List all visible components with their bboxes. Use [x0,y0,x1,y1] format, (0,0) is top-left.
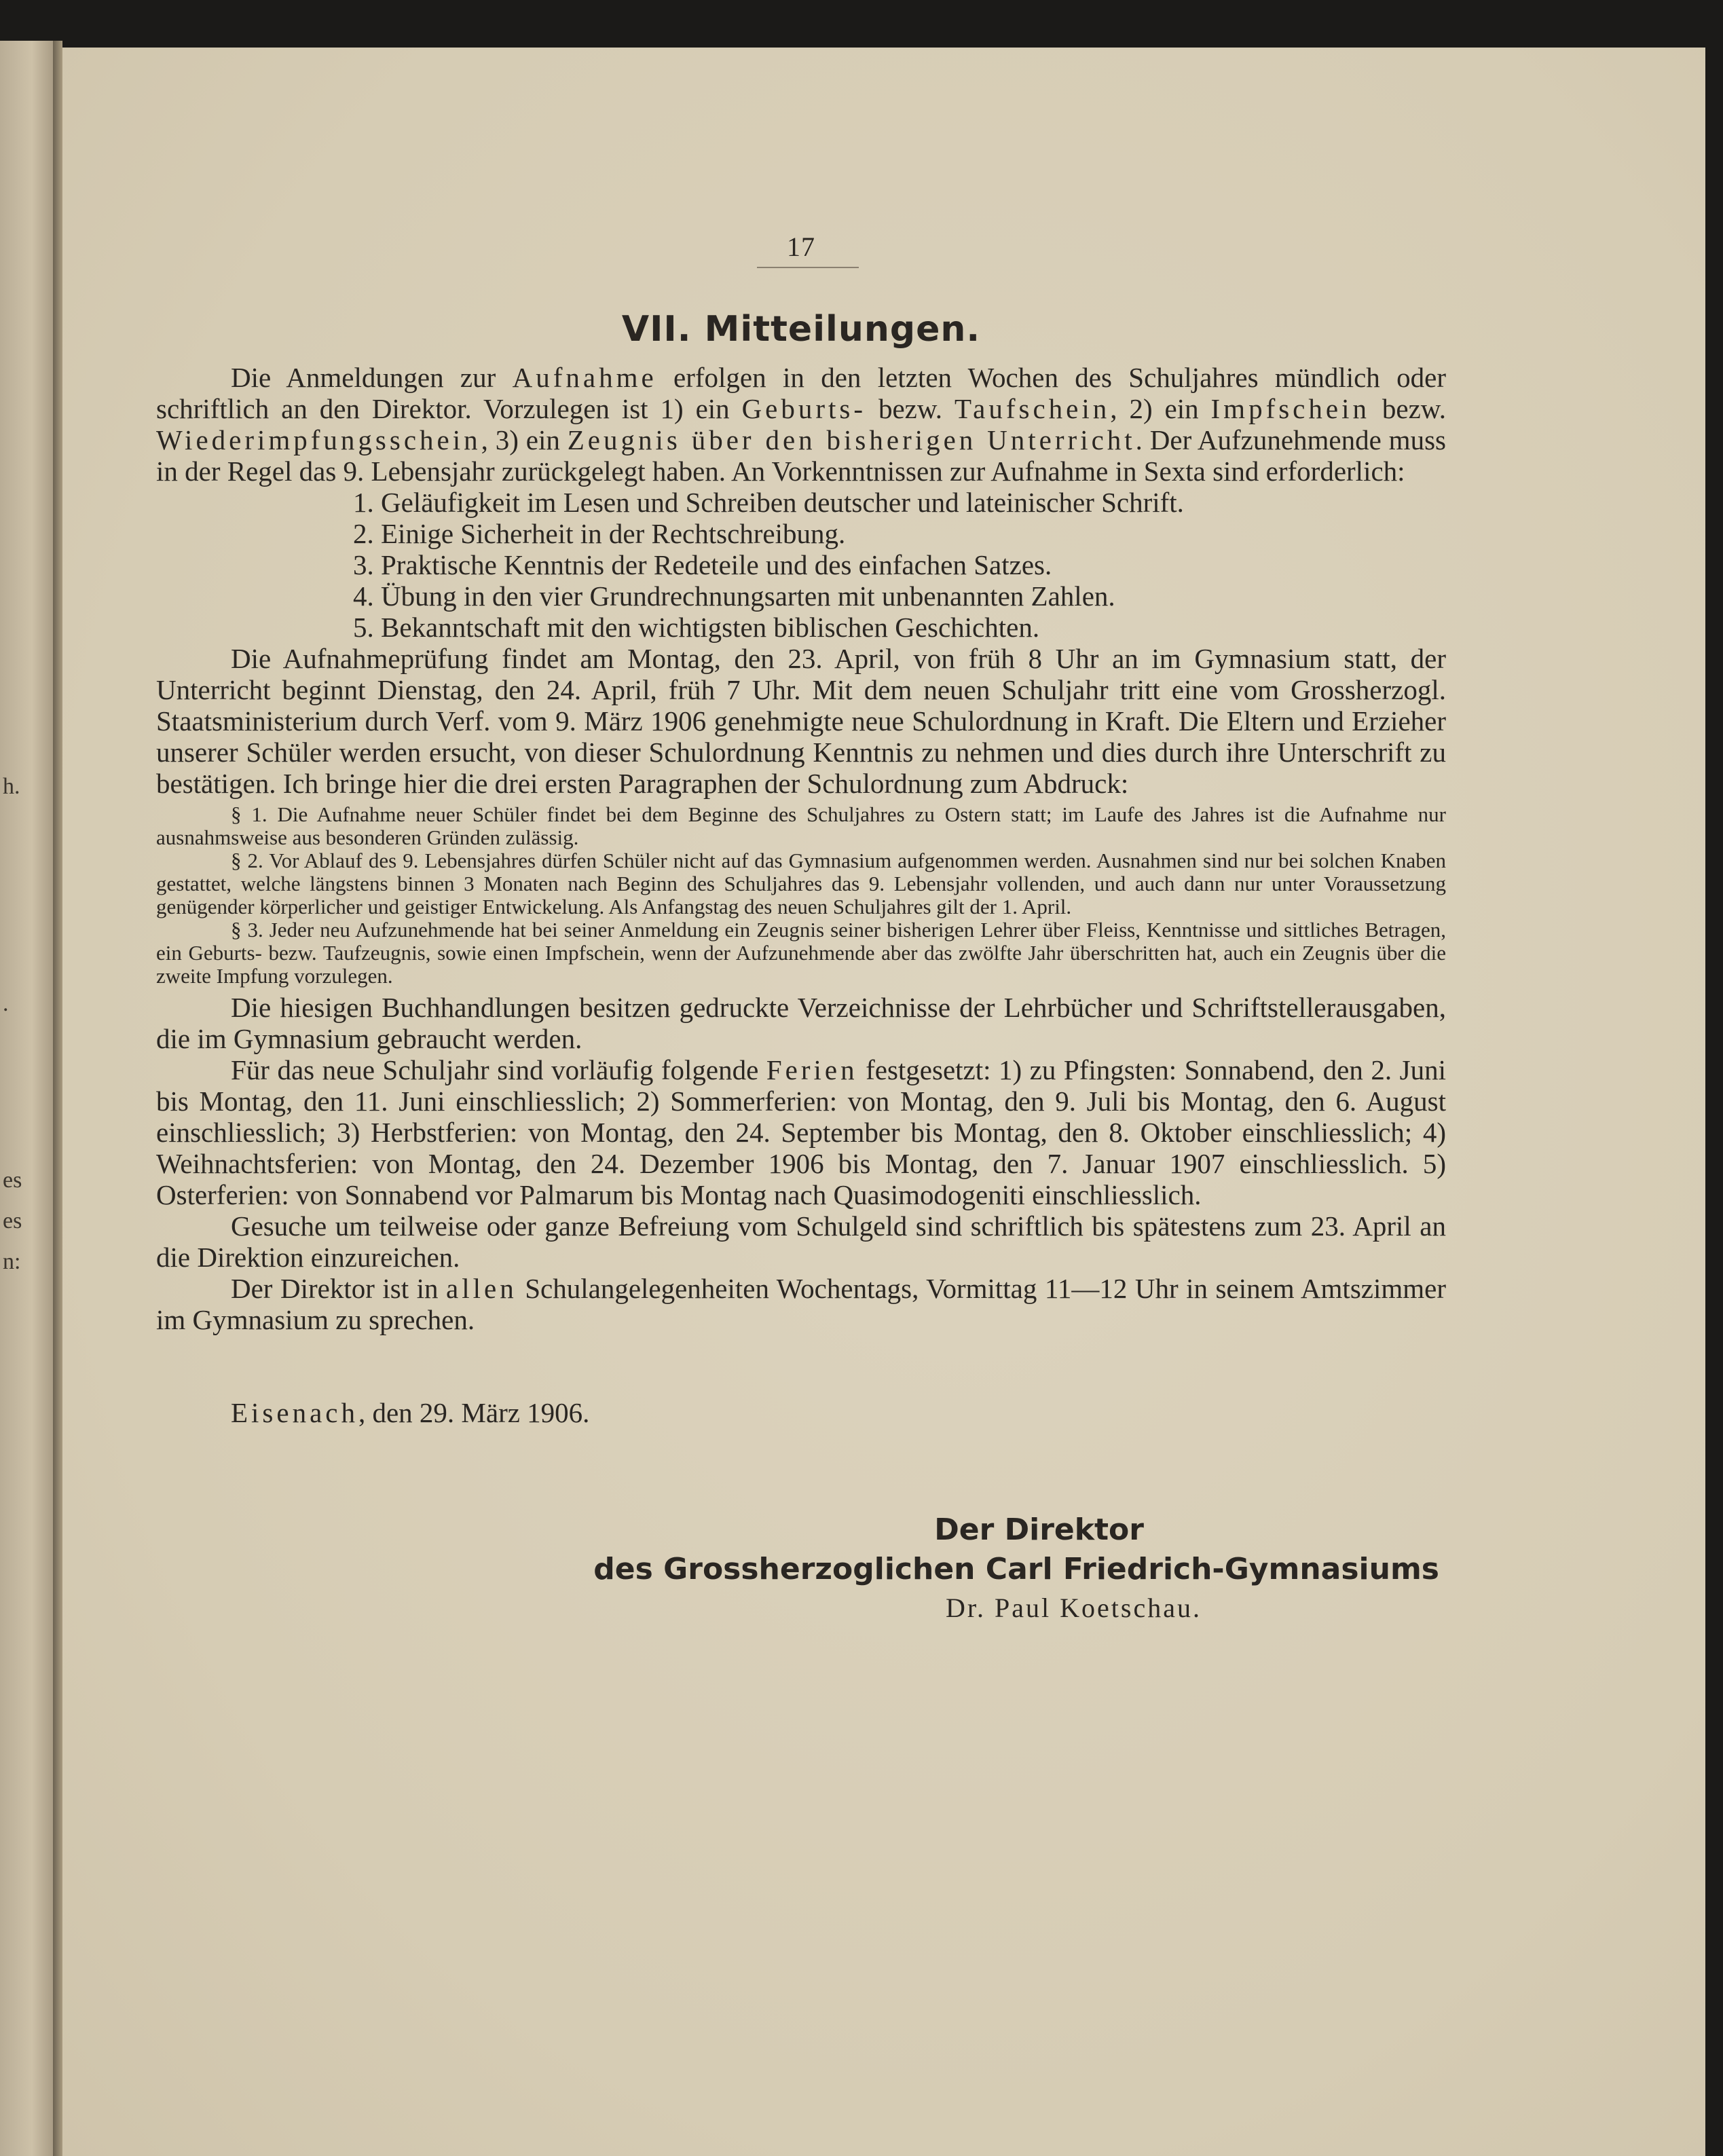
list-item: 5. Bekanntschaft mit den wichtigsten biblischen Geschichten. [353,612,1040,643]
rule-paragraph: § 3. Jeder neu Aufzunehmende hat bei seiner Anmeldung ein Zeugnis seiner bisherigen Lehrer über Fleiss, Kenntnisse und sittliches Betragen, ein Geburts- bezw. Taufzeugnis, sowie einen Impfschein, wenn der Aufzunehmende aber das zwölfte Jahr überschritten hat, auch ein Zeugnis über die zweite Impfung vorzulegen. [156,918,1446,988]
fee-paragraph: Gesuche um teilweise oder ganze Befreiung vom Schulgeld sind schriftlich bis spätestens zum 23. April an die Direktion einzureichen. [156,1210,1446,1273]
document-page [62,48,1705,2156]
text-run: . Der Aufzunehmende muss in der Regel das 9. Lebensjahr zurückgelegt haben. An Vorkenntnissen zur Aufnahme in Sexta sind erforderlich: [156,424,1446,487]
text-run: bezw. [866,393,955,424]
text-run: Taufschein [954,393,1111,424]
text-run: , 2) ein [1110,393,1211,424]
books-paragraph: Die hiesigen Buchhandlungen besitzen gedruckte Verzeichnisse der Lehrbücher und Schriftstellerausgaben, die im Gymnasium gebraucht werden. [156,992,1446,1054]
list-item: 4. Übung in den vier Grundrechnungsarten mit unbenannten Zahlen. [353,580,1115,612]
page-number: 17 [787,231,815,262]
text-run: allen [446,1273,517,1304]
text-run: Geburts- [741,393,867,424]
place-name: Eisenach [231,1397,358,1428]
text-run: Die Anmeldungen zur [231,362,513,393]
text-run: festgesetzt: 1) zu Pfingsten: Sonnabend, den 2. Juni bis Montag, den 11. Juni einschliesslich; 2) Sommerferien: von Montag, den 9. Juli bis Montag, den 6. August einschliesslich; 3) Herbstferien: von Montag, den 24. September bis Montag, den 8. Oktober einschliesslich; 4) Weihnachtsferien: von Montag, den 24. Dezember 1906 bis Montag, den 7. Januar 1907 einschliesslich. 5) Osterferien: von Sonnabend vor Palmarum bis Montag nach Quasimodogeniti einschliesslich. [156,1054,1446,1210]
text-run: Schulangelegenheiten Wochentags, Vormittag 11—12 Uhr in seinem Amtszimmer im Gymnasium zu sprechen. [156,1273,1446,1335]
page-content [156,231,1446,1627]
text-run: , 3) ein [481,424,568,456]
left-margin-fragment: es [3,1208,22,1233]
left-margin-fragment: . [3,991,9,1016]
text-run: bezw. [1369,393,1446,424]
text-run: erfolgen in den letzten Wochen des Schuljahres mündlich oder schriftlich an den Direktor. Vorzulegen ist 1) ein [156,362,1446,424]
text-run: Ferien [766,1054,858,1085]
section-heading: VII. Mitteilungen. [621,309,981,350]
office-hours-paragraph [156,1273,1446,1335]
signature-name: Dr. Paul Koetschau. [946,1593,1202,1623]
left-margin-fragment: h. [3,774,20,799]
spacer [156,1335,1446,1396]
left-margin-fragment: es [3,1168,22,1193]
exam-paragraph: Die Aufnahmeprüfung findet am Montag, den 23. April, von früh 8 Uhr an im Gymnasium statt, der Unterricht beginnt Dienstag, den 24. April, früh 7 Uhr. Mit dem neuen Schuljahr tritt eine vom Grossherzogl. Staatsministerium durch Verf. vom 9. März 1906 genehmigte neue Schulordnung in Kraft. Die Eltern und Erzieher unserer Schüler werden ersucht, von dieser Schulordnung Kenntnis zu nehmen und dies durch ihre Unterschrift zu bestätigen. Ich bringe hier die drei ersten Paragraphen der Schulordnung zum Abdruck: [156,643,1446,799]
text-run: Der Direktor ist in [231,1273,447,1304]
text-run: Impfschein [1210,393,1370,424]
school-rules-excerpt [156,803,1446,988]
page-number-rule [757,267,859,268]
text-run: Für das neue Schuljahr sind vorläufig folgende [231,1054,766,1085]
book-gutter [53,41,62,2156]
place-date-line [231,1396,1446,1429]
text-run: Wiederimpfungsschein [156,424,481,456]
signature-block [156,1510,1446,1627]
requirements-list [156,487,1446,643]
list-item: 1. Geläufigkeit im Lesen und Schreiben deutscher und lateinischer Schrift. [353,487,1184,518]
signature-institution: des Grossherzoglichen Carl Friedrich-Gymnasiums [593,1552,1439,1586]
date-text: , den 29. März 1906. [358,1397,590,1428]
text-run: Aufnahme [512,362,657,393]
left-margin-fragment: n: [3,1249,21,1274]
text-run: Zeugnis über den bisherigen Unterricht [567,424,1136,456]
signature-title: Der Direktor [934,1512,1144,1547]
admission-paragraph [156,362,1446,487]
list-item: 3. Praktische Kenntnis der Redeteile und des einfachen Satzes. [353,549,1052,580]
rule-paragraph: § 2. Vor Ablauf des 9. Lebensjahres dürfen Schüler nicht auf das Gymnasium aufgenommen werden. Ausnahmen sind nur bei solchen Knaben gestattet, welche längstens binnen 3 Monaten nach Beginn des Schuljahres das 9. Lebensjahr vollenden, und auch dann nur unter Voraussetzung genügender körperlicher und geistiger Entwickelung. Als Anfangstag des neuen Schuljahres gilt der 1. April. [156,849,1446,918]
holidays-paragraph [156,1054,1446,1210]
rule-paragraph: § 1. Die Aufnahme neuer Schüler findet bei dem Beginne des Schuljahres zu Ostern statt; im Laufe des Jahres ist die Aufnahme nur ausnahmsweise aus besonderen Gründen zulässig. [156,802,1446,849]
list-item: 2. Einige Sicherheit in der Rechtschreibung. [353,518,846,549]
left-page-edge [0,41,53,2156]
